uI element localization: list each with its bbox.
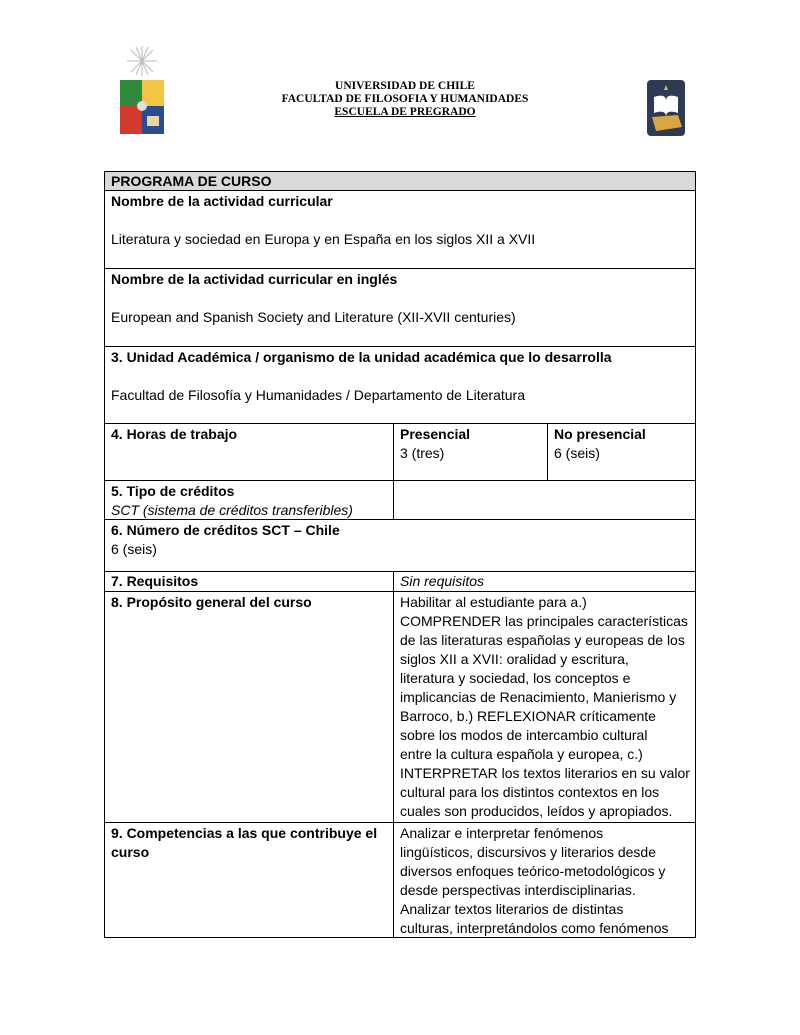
purpose-line: siglos XII a XVII: oralidad y escritura, bbox=[400, 651, 629, 667]
purpose-line: Habilitar al estudiante para a.) bbox=[400, 594, 587, 610]
competencies-line: Analizar e interpretar fenómenos bbox=[400, 825, 604, 841]
purpose-line: cultural para los distintos contextos en los bbox=[400, 784, 660, 800]
row-credits-number bbox=[104, 519, 696, 572]
academic-unit-label: 3. Unidad Académica / organismo de la unidad académica que lo desarrolla bbox=[111, 349, 612, 365]
row-academic-unit bbox=[104, 346, 696, 424]
competencies-label bbox=[104, 822, 394, 938]
purpose-line: literatura y sociedad, los conceptos e bbox=[400, 670, 631, 686]
purpose-line: Barroco, b.) REFLEXIONAR críticamente bbox=[400, 708, 656, 724]
competencies-value bbox=[393, 822, 696, 938]
university-name: UNIVERSIDAD DE CHILE bbox=[335, 80, 475, 92]
table-title: PROGRAMA DE CURSO bbox=[104, 171, 696, 191]
purpose-line: sobre los modos de intercambio cultural bbox=[400, 727, 648, 743]
row-course-name-english bbox=[104, 268, 696, 347]
competencies-label-line: curso bbox=[111, 844, 150, 860]
faculty-logo bbox=[646, 79, 686, 139]
requirements-label: 7. Requisitos bbox=[104, 571, 394, 592]
academic-unit-value: Facultad de Filosofía y Humanidades / Departamento de Literatura bbox=[111, 387, 526, 403]
course-name-english-label: Nombre de la actividad curricular en inglés bbox=[111, 271, 398, 287]
competencies-line: lingüísticos, discursivos y literarios desde bbox=[400, 844, 656, 860]
no-presencial-value: 6 (seis) bbox=[554, 445, 600, 461]
competencies-line: culturas, interpretándolos como fenómenos bbox=[400, 920, 669, 936]
competencies-line: diversos enfoques teórico-metodológicos y bbox=[400, 863, 666, 879]
purpose-line: de las literaturas españolas y europeas de los bbox=[400, 632, 685, 648]
row-course-name bbox=[104, 190, 696, 269]
course-name-value: Literatura y sociedad en Europa y en España en los siglos XII a XVII bbox=[111, 231, 536, 247]
purpose-value bbox=[393, 591, 696, 823]
presencial-label: Presencial bbox=[400, 426, 471, 442]
presencial-value: 3 (tres) bbox=[400, 445, 445, 461]
work-hours-label: 4. Horas de trabajo bbox=[104, 423, 394, 481]
credit-type-empty-cell bbox=[393, 480, 696, 520]
credit-type-cell bbox=[104, 480, 394, 520]
course-name-label: Nombre de la actividad curricular bbox=[111, 193, 333, 209]
purpose-line: cuales son producidos, leídos y apropiados. bbox=[400, 803, 673, 819]
purpose-line: entre la cultura española y europea, c.) bbox=[400, 746, 643, 762]
purpose-line: COMPRENDER las principales características bbox=[400, 613, 688, 629]
faculty-name: FACULTAD DE FILOSOFIA Y HUMANIDADES bbox=[281, 93, 529, 105]
competencies-line: Analizar textos literarios de distintas bbox=[400, 901, 624, 917]
presencial-cell bbox=[393, 423, 548, 481]
credits-number-label: 6. Número de créditos SCT – Chile bbox=[111, 522, 340, 538]
no-presencial-cell bbox=[547, 423, 696, 481]
competencies-label-line: 9. Competencias a las que contribuye el bbox=[111, 825, 378, 841]
purpose-line: implicancias de Renacimiento, Manierismo y bbox=[400, 689, 677, 705]
purpose-label: 8. Propósito general del curso bbox=[104, 591, 394, 823]
competencies-line: desde perspectivas interdisciplinarias. bbox=[400, 882, 636, 898]
purpose-line: INTERPRETAR los textos literarios en su valor bbox=[400, 765, 690, 781]
credits-number-value: 6 (seis) bbox=[111, 541, 157, 557]
course-name-english-value: European and Spanish Society and Literature (XII-XVII centuries) bbox=[111, 309, 516, 325]
no-presencial-label: No presencial bbox=[554, 426, 646, 442]
school-name: ESCUELA DE PREGRADO bbox=[334, 106, 476, 118]
credit-type-value: SCT (sistema de créditos transferibles) bbox=[111, 502, 353, 518]
requirements-value: Sin requisitos bbox=[393, 571, 696, 592]
credit-type-label: 5. Tipo de créditos bbox=[111, 483, 235, 499]
